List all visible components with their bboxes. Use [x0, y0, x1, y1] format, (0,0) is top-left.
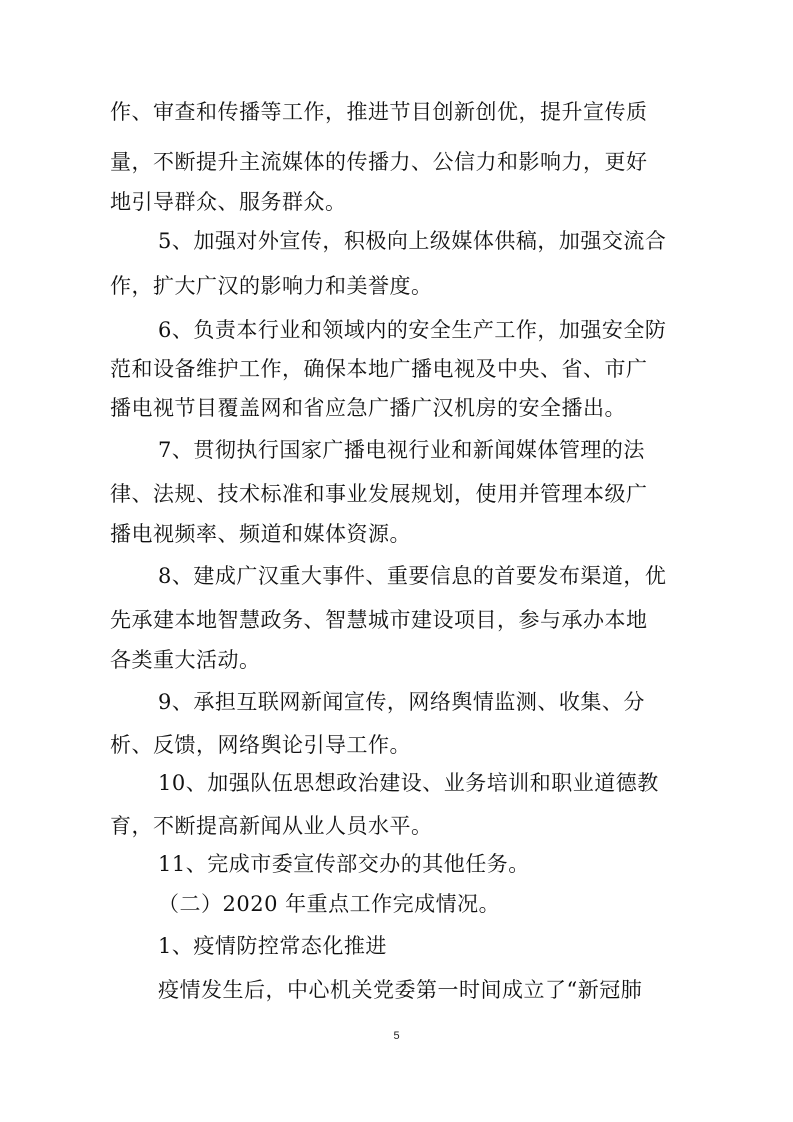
- text-line: 育，不断提高新闻从业人员水平。: [110, 814, 433, 838]
- text-line: 析、反馈，网络舆论引导工作。: [110, 733, 411, 757]
- text-line: 8、建成广汉重大事件、重要信息的首要发布渠道，优: [158, 564, 667, 588]
- text-line: 7、贯彻执行国家广播电视行业和新闻媒体管理的法: [158, 438, 645, 462]
- text-line: 范和设备维护工作，确保本地广播电视及中央、省、市广: [110, 357, 648, 381]
- text-line: 各类重大活动。: [110, 648, 261, 672]
- text-line: 6、负责本行业和领域内的安全生产工作，加强安全防: [158, 318, 667, 342]
- text-line: 播电视频率、频道和媒体资源。: [110, 522, 411, 546]
- page-number: 5: [393, 1030, 400, 1042]
- section-heading: （二）2020 年重点工作完成情况。: [158, 892, 501, 916]
- text-line: 10、加强队伍思想政治建设、业务培训和职业道德教: [158, 771, 659, 795]
- text-line: 地引导群众、服务群众。: [110, 190, 347, 214]
- text-line: 播电视节目覆盖网和省应急广播广汉机房的安全播出。: [110, 396, 626, 420]
- text-line: 量，不断提升主流媒体的传播力、公信力和影响力，更好: [110, 150, 648, 174]
- text-line: 作、审查和传播等工作，推进节目创新创优，提升宣传质: [110, 100, 648, 124]
- text-line: 作，扩大广汉的影响力和美誉度。: [110, 274, 433, 298]
- text-line: 9、承担互联网新闻宣传，网络舆情监测、收集、分: [158, 690, 645, 714]
- text-line: 疫情发生后，中心机关党委第一时间成立了“新冠肺: [158, 978, 643, 1002]
- text-line: 11、完成市委宣传部交办的其他任务。: [158, 852, 530, 876]
- subsection-heading: 1、疫情防控常态化推进: [158, 934, 387, 958]
- text-line: 先承建本地智慧政务、智慧城市建设项目，参与承办本地: [110, 608, 648, 632]
- text-line: 5、加强对外宣传，积极向上级媒体供稿，加强交流合: [158, 229, 667, 253]
- text-line: 律、法规、技术标准和事业发展规划，使用并管理本级广: [110, 482, 648, 506]
